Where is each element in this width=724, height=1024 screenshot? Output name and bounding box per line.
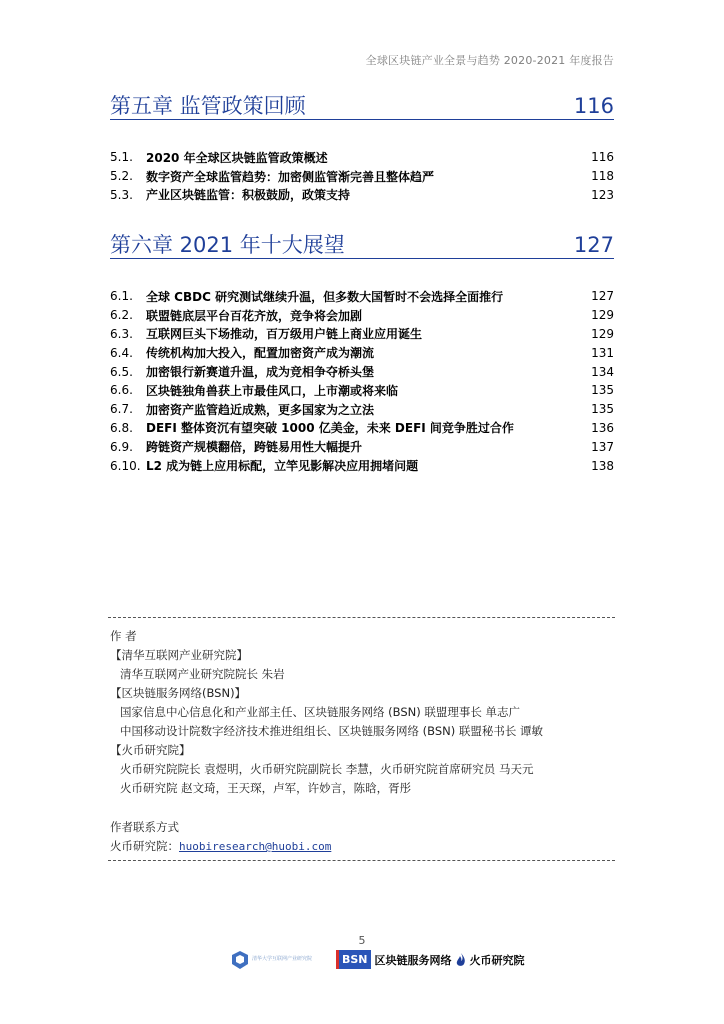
author-line: 火币研究院 赵文琦，王天琛，卢军，许妙言，陈晗，胥彤 bbox=[120, 781, 412, 795]
author-line: 清华互联网产业研究院院长 朱岩 bbox=[120, 667, 285, 681]
toc-entry-page: 138 bbox=[591, 458, 614, 473]
toc-entry-page: 137 bbox=[591, 439, 614, 454]
toc-entry[interactable] bbox=[110, 400, 614, 419]
footer-logos bbox=[232, 950, 525, 969]
toc-entry-title: 2020 年全球区块链监管政策概述 bbox=[146, 150, 328, 165]
toc-entry-number: 5.2. bbox=[110, 169, 133, 184]
toc-entry[interactable] bbox=[110, 325, 614, 344]
toc-entry-number: 6.3. bbox=[110, 326, 133, 341]
toc-entry-number: 6.6. bbox=[110, 383, 133, 398]
chapter-page: 127 bbox=[573, 233, 614, 257]
toc-entry-title: 互联网巨头下场推动，百万级用户链上商业应用诞生 bbox=[146, 327, 423, 342]
toc-entry-page: 118 bbox=[591, 169, 614, 184]
toc-entry-title: 跨链资产规模翻倍，跨链易用性大幅提升 bbox=[146, 440, 363, 455]
author-org: 【火币研究院】 bbox=[110, 743, 191, 757]
page-number: 5 bbox=[358, 934, 366, 947]
toc-entry-title: 区块链独角兽获上市最佳风口，上市潮或将来临 bbox=[146, 383, 399, 398]
author-line: 中国移动设计院数字经济技术推进组组长、区块链服务网络 (BSN) 联盟秘书长 谭敏 bbox=[120, 724, 544, 738]
toc-entry-page: 129 bbox=[591, 308, 614, 323]
author-org: 【区块链服务网络(BSN)】 bbox=[110, 686, 247, 700]
toc-entry[interactable] bbox=[110, 381, 614, 400]
contact-email-link[interactable]: huobiresearch@huobi.com bbox=[179, 840, 332, 853]
toc-entry-number: 6.1. bbox=[110, 289, 133, 304]
toc-entry-title: 加密银行新赛道升温，成为竞相争夺桥头堡 bbox=[146, 365, 375, 380]
chapter-6-toc bbox=[110, 287, 614, 475]
chapter-6-heading[interactable] bbox=[110, 233, 614, 259]
toc-entry[interactable] bbox=[110, 456, 614, 475]
contact-heading: 作者联系方式 bbox=[110, 820, 179, 834]
toc-entry[interactable] bbox=[110, 167, 614, 186]
toc-entry-title: 产业区块链监管：积极鼓励，政策支持 bbox=[146, 188, 351, 203]
toc-entry-page: 116 bbox=[591, 150, 614, 165]
toc-entry[interactable] bbox=[110, 306, 614, 325]
toc-entry-page: 136 bbox=[591, 420, 614, 435]
toc-entry[interactable] bbox=[110, 186, 614, 205]
toc-entry-page: 127 bbox=[591, 289, 614, 304]
chapter-page: 116 bbox=[573, 94, 614, 118]
toc-entry-page: 131 bbox=[591, 345, 614, 360]
author-line: 国家信息中心信息化和产业部主任、区块链服务网络 (BSN) 联盟理事长 单志广 bbox=[120, 705, 521, 719]
toc-entry-page: 135 bbox=[591, 402, 614, 417]
toc-entry-number: 6.5. bbox=[110, 364, 133, 379]
toc-entry-page: 123 bbox=[591, 187, 614, 202]
huobi-name: 火币研究院 bbox=[469, 953, 525, 967]
toc-entry-title: DEFI 整体资沉有望突破 1000 亿美金，未来 DEFI 间竞争胜过合作 bbox=[146, 421, 514, 436]
toc-entry-number: 6.8. bbox=[110, 420, 133, 435]
bsn-name: 区块链服务网络 bbox=[374, 953, 452, 967]
toc-entry-page: 129 bbox=[591, 326, 614, 341]
toc-entry-number: 6.9. bbox=[110, 439, 133, 454]
toc-entry-title: 全球 CBDC 研究测试继续升温，但多数大国暂时不会选择全面推行 bbox=[146, 289, 504, 304]
contact-block bbox=[110, 818, 331, 856]
toc-entry-page: 135 bbox=[591, 383, 614, 398]
toc-entry[interactable] bbox=[110, 437, 614, 456]
authors-heading: 作 者 bbox=[110, 629, 137, 643]
chapter-5-heading[interactable] bbox=[110, 94, 614, 120]
chapter-5-toc bbox=[110, 148, 614, 204]
toc-entry-number: 6.10. bbox=[110, 458, 141, 473]
tsinghua-cube-icon bbox=[232, 951, 248, 969]
contact-label: 火币研究院： bbox=[110, 839, 179, 853]
bsn-logo-text: BSN bbox=[336, 950, 371, 969]
authors-block bbox=[110, 627, 614, 798]
toc-entry-title: 传统机构加大投入，配置加密资产成为潮流 bbox=[146, 346, 375, 361]
toc-entry-title: L2 成为链上应用标配，立竿见影解决应用拥堵问题 bbox=[146, 459, 419, 474]
bsn-logo bbox=[336, 950, 371, 969]
toc-entry-title: 加密资产监管趋近成熟，更多国家为之立法 bbox=[146, 402, 375, 417]
chapter-title: 第五章 监管政策回顾 bbox=[110, 94, 306, 118]
toc-entry-number: 6.7. bbox=[110, 402, 133, 417]
divider-top bbox=[108, 617, 615, 618]
tsinghua-logo-text: 清华大学互联网产业研究院 bbox=[252, 956, 313, 962]
toc-entry-number: 5.1. bbox=[110, 150, 133, 165]
toc-entry-title: 联盟链底层平台百花齐放，竞争将会加剧 bbox=[146, 308, 363, 323]
chapter-title: 第六章 2021 年十大展望 bbox=[110, 233, 345, 257]
toc-entry[interactable] bbox=[110, 419, 614, 438]
author-line: 火币研究院院长 袁煜明，火币研究院副院长 李慧，火币研究院首席研究员 马天元 bbox=[120, 762, 534, 776]
toc-entry[interactable] bbox=[110, 287, 614, 306]
author-org: 【清华互联网产业研究院】 bbox=[110, 648, 248, 662]
toc-entry[interactable] bbox=[110, 343, 614, 362]
toc-entry[interactable] bbox=[110, 148, 614, 167]
huobi-flame-icon bbox=[456, 953, 466, 967]
toc-entry-title: 数字资产全球监管趋势：加密侧监管渐完善且整体趋严 bbox=[146, 169, 435, 184]
toc-entry-number: 5.3. bbox=[110, 187, 133, 202]
toc-entry-number: 6.4. bbox=[110, 345, 133, 360]
toc-entry[interactable] bbox=[110, 362, 614, 381]
toc-entry-number: 6.2. bbox=[110, 308, 133, 323]
running-header: 全球区块链产业全景与趋势 2020-2021 年度报告 bbox=[365, 54, 614, 67]
toc-entry-page: 134 bbox=[591, 364, 614, 379]
divider-bottom bbox=[108, 860, 615, 861]
contact-line bbox=[110, 837, 331, 856]
